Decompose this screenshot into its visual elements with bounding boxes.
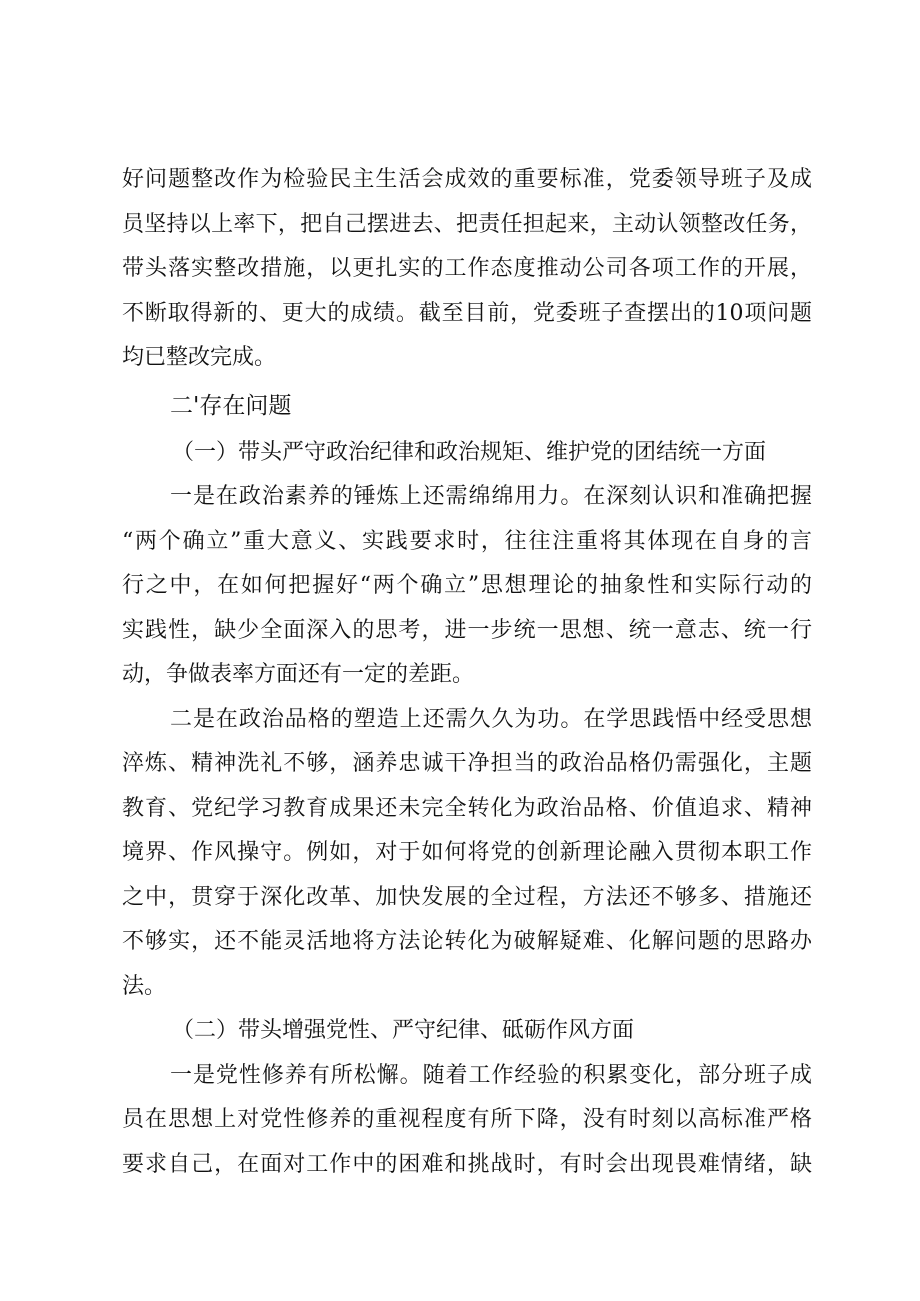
text-line: 员坚持以上率下，把自己摆进去、把责任担起来，主动认领整改任务， [122, 211, 812, 237]
text-line: 不够实，还不能灵活地将方法论转化为破解疑难、化解问题的思路办 [122, 929, 812, 954]
text-line: “两个确立”重大意义、实践要求时，往往注重将其体现在自身的言 [122, 528, 812, 554]
text-line: 境界、作风操守。例如，对于如何将党的创新理论融入贯彻本职工作 [122, 840, 812, 865]
text-line: 淬炼、精神洗礼不够，涵养忠诚干净担当的政治品格仍需强化，主题 [122, 751, 812, 776]
text-line: 员在思想上对党性修养的重视程度有所下降，没有时刻以高标准严格 [122, 1107, 812, 1132]
subsection-heading-1: （一）带头严守政治纪律和政治规矩、维护党的团结统一方面 [172, 439, 767, 465]
paragraph-2 [122, 698, 812, 1010]
document-body [122, 158, 812, 1187]
text-line: 之中，贯穿于深化改革、加快发展的全过程，方法还不够多、措施还 [122, 884, 812, 910]
text-line: 动，争做表率方面还有一定的差距。 [122, 662, 475, 687]
text-line: 教育、党纪学习教育成果还未完全转化为政治品格、价值追求、精神 [122, 795, 812, 821]
paragraph-1 [122, 475, 812, 698]
text-line: 法。 [122, 973, 167, 999]
text-line: 二是在政治品格的塑造上还需久久为功。在学思践悟中经受思想 [170, 706, 812, 732]
text-line: 好问题整改作为检验民主生活会成效的重要标准，党委领导班子及成 [122, 167, 812, 192]
text-line: 一是在政治素养的锤炼上还需绵绵用力。在深刻认识和准确把握 [170, 484, 812, 509]
text-line: 均已整改完成。 [122, 345, 277, 370]
text-line: 行之中，在如何把握好“两个确立”思想理论的抽象性和实际行动的 [122, 573, 812, 598]
text-line: 一是党性修养有所松懈。随着工作经验的积累变化，部分班子成 [170, 1062, 812, 1088]
text-line: 不断取得新的、更大的成绩。截至目前，党委班子查摆出的10项问题 [122, 300, 812, 326]
text-line: 带头落实整改措施，以更扎实的工作态度推动公司各项工作的开展， [122, 256, 812, 281]
paragraph-3 [122, 1054, 812, 1188]
intro-paragraph [122, 158, 812, 381]
section-heading: 二'存在问题 [170, 392, 292, 419]
text-line: 实践性，缺少全面深入的思考，进一步统一思想、统一意志、统一行 [122, 617, 812, 643]
subsection-heading-2: （二）带头增强党性、严守纪律、砥砺作风方面 [172, 1018, 635, 1043]
text-line: 要求自己，在面对工作中的困难和挑战时，有时会出现畏难情绪，缺 [122, 1151, 812, 1177]
